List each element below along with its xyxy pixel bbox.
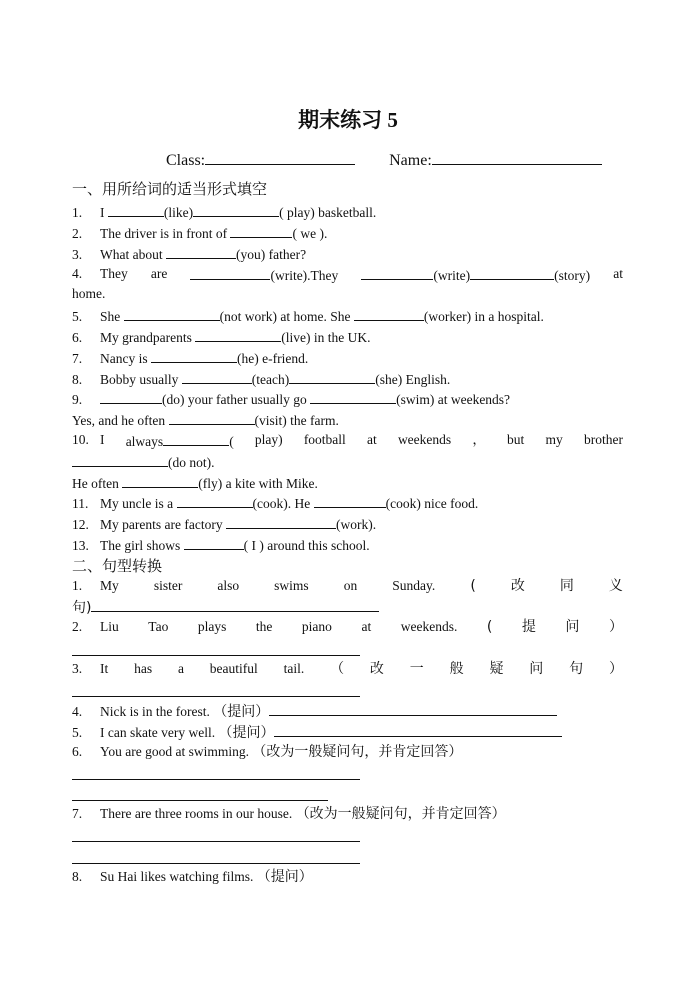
p2-q3: 3. It has a beautiful tail. （ 改 一 般 疑 问 句 ） — [72, 661, 623, 677]
blank[interactable] — [226, 513, 336, 529]
blank[interactable] — [193, 201, 279, 217]
p2-q4: 4. Nick is in the forest. （提问） — [72, 700, 623, 720]
p1-q9-cont: Yes, and he often (visit) the farm. — [72, 409, 623, 429]
p1-q1: 1. I (like) ( play) basketball. — [72, 201, 623, 221]
answer-line[interactable] — [274, 721, 562, 737]
blank[interactable] — [470, 264, 554, 280]
p1-q10-cont: (do not). — [72, 451, 623, 471]
p2-q1-cont: 句) — [72, 596, 623, 616]
blank[interactable] — [151, 347, 237, 363]
p1-q12: 12. My parents are factory (work). — [72, 513, 623, 533]
blank[interactable] — [169, 409, 255, 425]
section-2-heading: 二、句型转换 — [72, 557, 163, 575]
p1-q13: 13. The girl shows ( I ) around this school. — [72, 534, 623, 554]
blank[interactable] — [184, 534, 244, 550]
p2-q2: 2. Liu Tao plays the piano at weekends. ( 提 问 ） — [72, 619, 623, 635]
p2-q6: 6. You are good at swimming. （改为一般疑问句，并肯定回答） — [72, 744, 463, 760]
p1-q4-cont: home. — [72, 286, 106, 301]
name-label: Name: — [389, 152, 432, 169]
p1-q7: 7. Nancy is (he) e-friend. — [72, 347, 623, 367]
blank[interactable] — [124, 305, 220, 321]
blank[interactable] — [289, 368, 375, 384]
blank[interactable] — [195, 326, 281, 342]
answer-line[interactable] — [72, 800, 328, 801]
answer-line[interactable] — [72, 655, 360, 656]
blank[interactable] — [182, 368, 252, 384]
answer-line[interactable] — [91, 596, 379, 612]
blank[interactable] — [177, 492, 253, 508]
class-label: Class: — [166, 152, 206, 169]
blank[interactable] — [108, 201, 164, 217]
p1-q6: 6. My grandparents (live) in the UK. — [72, 326, 623, 346]
p2-q5: 5. I can skate very well. （提问） — [72, 721, 623, 741]
blank[interactable] — [72, 451, 168, 467]
p1-q2: 2. The driver is in front of ( we ). — [72, 222, 623, 242]
answer-line[interactable] — [72, 863, 360, 864]
blank[interactable] — [100, 388, 162, 404]
page-title: 期末练习 5 — [298, 108, 398, 132]
answer-line[interactable] — [269, 700, 557, 716]
p1-q4: 4. They are (write).They (write) (story) at — [72, 266, 623, 283]
section-1-heading: 一、用所给词的适当形式填空 — [72, 180, 268, 198]
answer-line[interactable] — [72, 841, 360, 842]
p1-q5: 5. She (not work) at home. She (worker) in a hospital. — [72, 305, 623, 325]
blank[interactable] — [122, 472, 198, 488]
p1-q10-cont2: He often (fly) a kite with Mike. — [72, 472, 623, 492]
blank[interactable] — [361, 264, 433, 280]
p1-q10: 10. I always ( play) football at weekends ， but my brother — [72, 432, 623, 449]
p2-q7: 7. There are three rooms in our house. （改为一般疑问句，并肯定回答） — [72, 806, 506, 822]
p1-q11: 11. My uncle is a (cook). He (cook) nice food. — [72, 492, 623, 512]
class-blank[interactable] — [205, 149, 355, 165]
p2-q8: 8. Su Hai likes watching films. （提问） — [72, 869, 313, 885]
name-blank[interactable] — [432, 149, 602, 165]
blank[interactable] — [230, 222, 292, 238]
blank[interactable] — [354, 305, 424, 321]
p1-q3: 3. What about (you) father? — [72, 243, 623, 263]
blank[interactable] — [310, 388, 396, 404]
p1-q8: 8. Bobby usually (teach) (she) English. — [72, 368, 623, 388]
p2-q1: 1. My sister also swims on Sunday. ( 改 同 义 — [72, 578, 623, 594]
answer-line[interactable] — [72, 779, 360, 780]
class-name-line — [166, 149, 602, 170]
p1-q9: 9. (do) your father usually go (swim) at weekends? — [72, 388, 623, 408]
blank[interactable] — [166, 243, 236, 259]
answer-line[interactable] — [72, 696, 360, 697]
blank[interactable] — [163, 430, 229, 446]
blank[interactable] — [314, 492, 386, 508]
blank[interactable] — [190, 264, 270, 280]
